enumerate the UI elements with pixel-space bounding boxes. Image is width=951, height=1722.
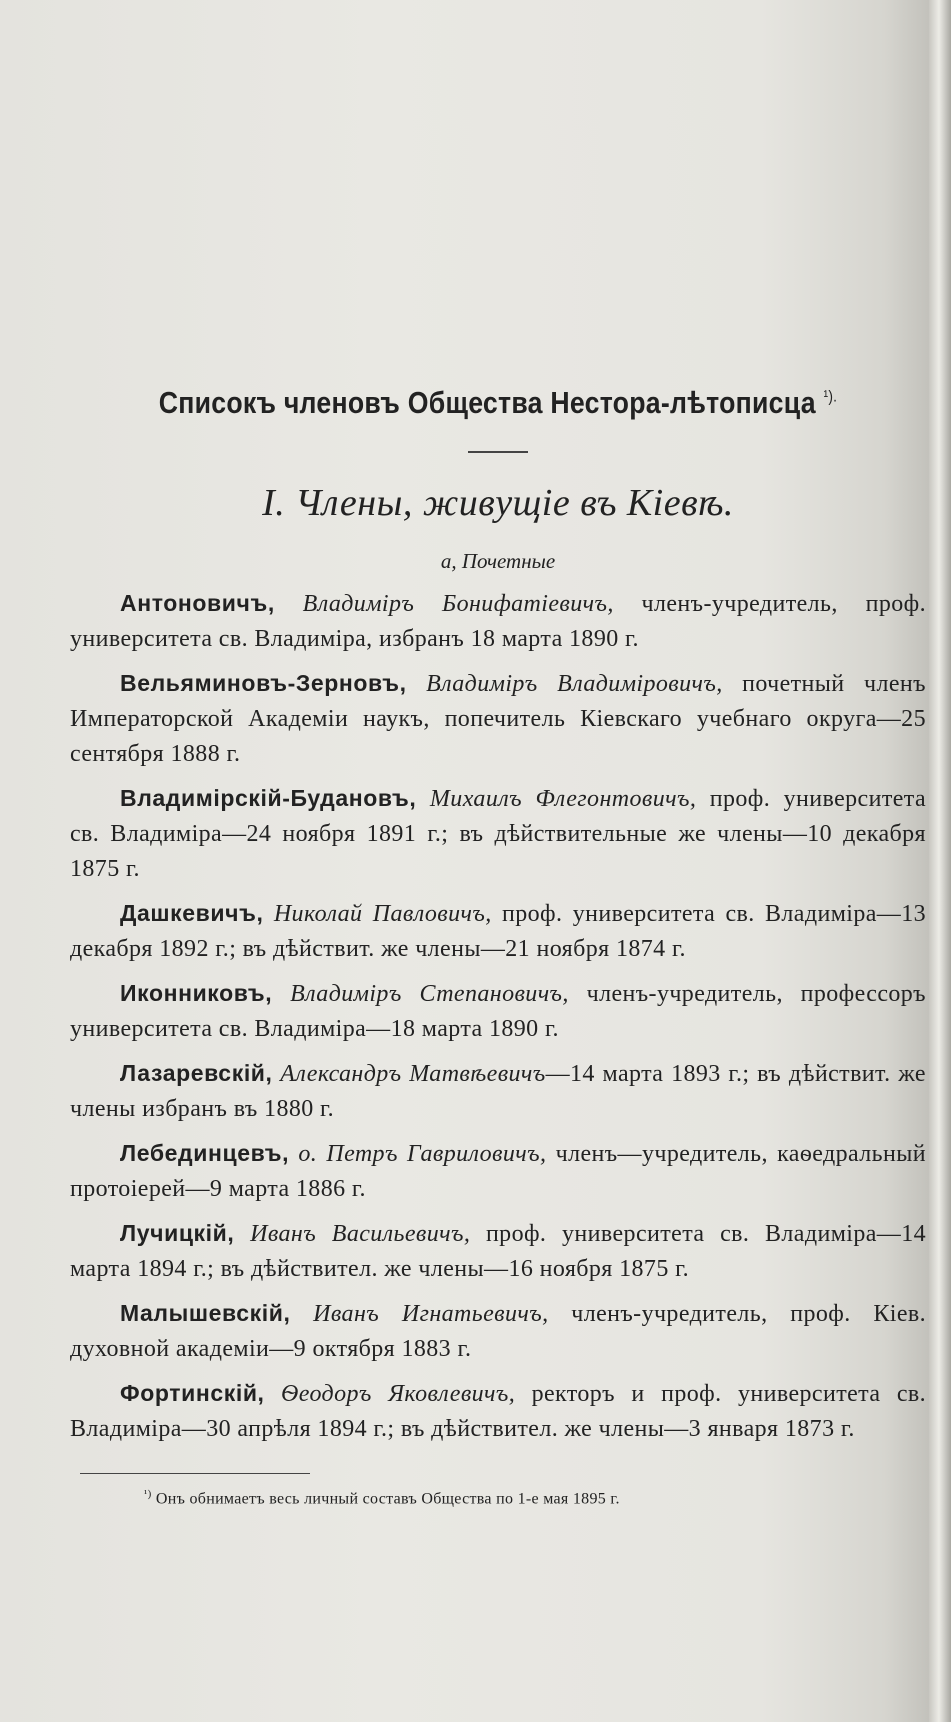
- member-name: Антоновичъ,: [120, 590, 275, 616]
- page-content: [70, 385, 926, 1508]
- member-entry: [70, 781, 926, 887]
- member-name: Лучицкій,: [120, 1220, 235, 1246]
- footnote-divider: [80, 1473, 310, 1474]
- footnote-text: Онъ обнимаетъ весь личный составъ Общества по 1-е мая 1895 г.: [155, 1490, 620, 1508]
- member-entry: [70, 976, 926, 1047]
- member-patronym: Владиміръ Бонифатіевичъ,: [302, 591, 614, 617]
- member-details: членъ-учредитель, профессоръ университета св. Владиміра—18 марта 1890 г.: [70, 981, 926, 1042]
- member-details: членъ-учредитель, проф. Кіев. духовной академіи—9 октября 1883 г.: [70, 1301, 926, 1362]
- member-name: Лебединцевъ,: [120, 1140, 290, 1166]
- member-name: Иконниковъ,: [120, 980, 273, 1006]
- book-spine-shadow: [929, 0, 951, 1722]
- subsection-heading: а, Почетные: [440, 549, 556, 573]
- member-details: почетный членъ Императорской Академіи наукъ, попечитель Кіевскаго учебнаго округа—25 сентября 1888 г.: [70, 671, 926, 767]
- member-patronym: о. Петръ Гавриловичъ,: [298, 1141, 547, 1167]
- member-details: ректоръ и проф. университета св. Владиміра—30 апрѣля 1894 г.; въ дѣйствител. же члены—3 января 1873 г.: [70, 1381, 927, 1442]
- member-entry: [70, 1056, 926, 1127]
- member-name: Вельяминовъ-Зерновъ,: [120, 670, 407, 696]
- footnote: [70, 1488, 926, 1508]
- member-patronym: Иванъ Игнатьевичъ,: [313, 1301, 549, 1327]
- member-details: —14 марта 1893 г.; въ дѣйствит. же члены избранъ въ 1880 г.: [70, 1061, 926, 1122]
- member-name: Владимірскій-Будановъ,: [120, 785, 417, 811]
- member-patronym: Владиміръ Степановичъ,: [290, 981, 569, 1007]
- member-entry: [70, 1136, 926, 1207]
- member-name: Лазаревскій,: [120, 1060, 273, 1086]
- member-name: Малышевскій,: [120, 1300, 291, 1326]
- member-entry: [70, 666, 926, 772]
- title-footnote-mark: ¹).: [823, 388, 838, 406]
- member-details: проф. университета св. Владиміра—24 ноября 1891 г.; въ дѣйствительные же члены—10 декабря 1875 г.: [70, 786, 927, 882]
- member-entry: [70, 1216, 926, 1287]
- member-patronym: Николай Павловичъ,: [273, 901, 492, 927]
- member-patronym: Михаилъ Флегонтовичъ,: [429, 786, 697, 812]
- member-entry: [70, 1296, 926, 1367]
- member-details: проф. университета св. Владиміра—14 марта 1894 г.; въ дѣйствител. же члены—16 ноября 1875 г.: [70, 1221, 926, 1282]
- member-entry: [70, 1376, 926, 1447]
- section-heading: I. Члены, живущіе въ Кіевѣ.: [262, 482, 734, 524]
- title-divider: [468, 451, 528, 453]
- member-patronym: Иванъ Васильевичъ,: [250, 1221, 471, 1247]
- member-name: Фортинскій,: [120, 1380, 265, 1406]
- member-name: Дашкевичъ,: [120, 900, 264, 926]
- footnote-mark: ¹): [144, 1488, 152, 1500]
- member-patronym: Ѳеодоръ Яковлевичъ,: [281, 1381, 516, 1407]
- member-details: членъ-учредитель, проф. университета св. Владиміра, избранъ 18 марта 1890 г.: [70, 591, 926, 652]
- member-list: [70, 586, 926, 1447]
- member-details: членъ—учредитель, каѳедральный протоіерей—9 марта 1886 г.: [70, 1141, 926, 1202]
- member-details: проф. университета св. Владиміра—13 декабря 1892 г.; въ дѣйствит. же члены—21 ноября 1874 г.: [70, 901, 926, 962]
- page-title: [130, 385, 866, 421]
- member-entry: [70, 896, 926, 967]
- member-patronym: Александръ Матвѣевичъ: [280, 1061, 546, 1087]
- member-patronym: Владиміръ Владиміровичъ,: [426, 671, 723, 697]
- member-entry: [70, 586, 926, 657]
- title-text: Списокъ членовъ Общества Нестора-лѣтописца: [158, 385, 816, 420]
